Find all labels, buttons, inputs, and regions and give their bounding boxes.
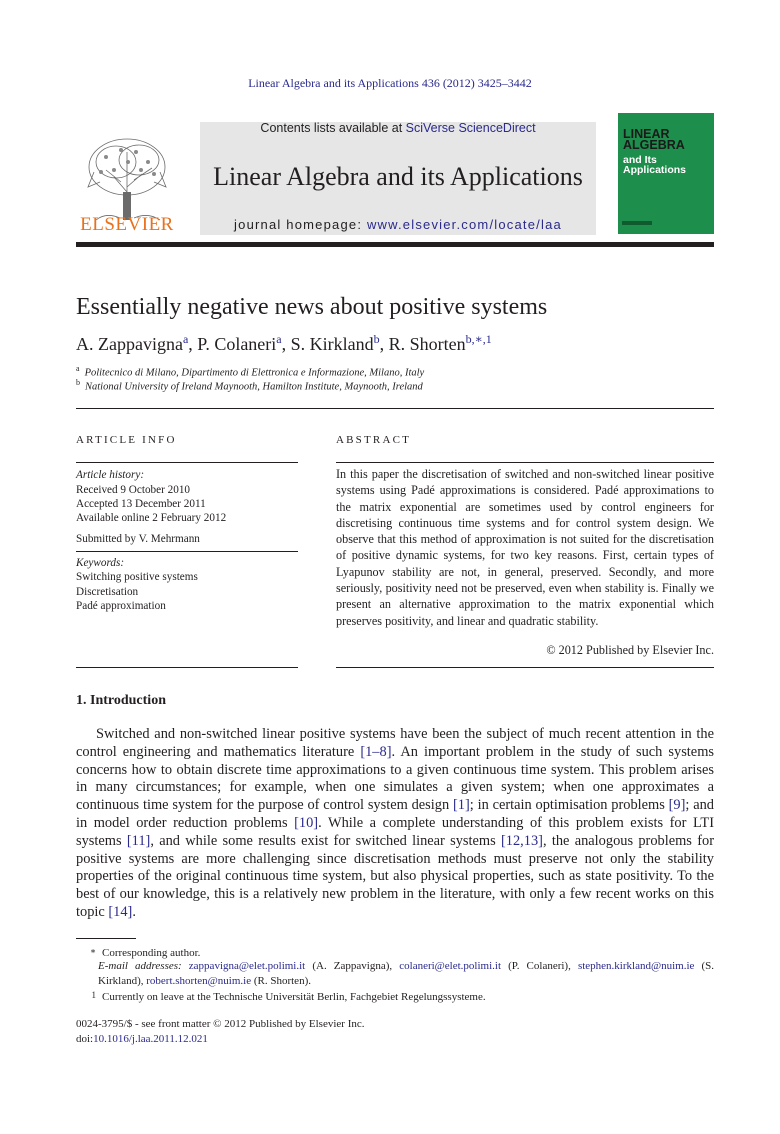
footnote-text: Corresponding author. (102, 947, 201, 959)
article-info-heading: ARTICLE INFO (76, 434, 177, 446)
author-affiliation-mark[interactable]: b (373, 332, 380, 346)
footnote-emails (76, 959, 714, 989)
citation-link[interactable]: [10] (294, 814, 319, 831)
doi-line (76, 1033, 208, 1045)
journal-cover[interactable] (618, 113, 714, 234)
submitted-by: Submitted by V. Mehrmann (76, 533, 200, 545)
body-text-run: , and while some results exist for switched linear systems (150, 832, 501, 849)
email-link[interactable]: colaneri@elet.polimi.it (399, 960, 502, 972)
email-link[interactable]: robert.shorten@nuim.ie (146, 975, 252, 987)
info-divider (76, 667, 298, 668)
author-affiliation-mark[interactable]: b,∗,1 (465, 332, 492, 346)
header-divider (76, 242, 714, 247)
received-date: Received 9 October 2010 (76, 484, 191, 496)
keyword-item: Discretisation (76, 586, 139, 598)
history-label: Article history: (76, 469, 145, 481)
citation-link[interactable]: [11] (126, 832, 151, 849)
accepted-date: Accepted 13 December 2011 (76, 498, 206, 510)
author-name: P. Colaneri (197, 334, 277, 354)
email-owner: (P. Colaneri), (508, 960, 571, 972)
affiliation-b (76, 378, 423, 393)
affiliation-a (76, 364, 424, 379)
footnote-mark: ∗ (89, 946, 96, 956)
publisher-wordmark: ELSEVIER (80, 214, 174, 235)
abstract-heading: ABSTRACT (336, 434, 412, 446)
affiliation-text: National University of Ireland Maynooth, Hamilton Institute, Maynooth, Ireland (85, 381, 423, 393)
journal-homepage (200, 217, 596, 232)
email-owner: (S. Kirkland), (98, 960, 715, 987)
section-title: 1. Introduction (76, 693, 166, 708)
email-link[interactable]: zappavigna@elet.polimi.it (188, 960, 306, 972)
affiliation-mark: b (76, 378, 80, 387)
citation-link[interactable]: [14] (108, 903, 133, 920)
keyword-item: Padé approximation (76, 600, 166, 612)
author-name: R. Shorten (388, 334, 466, 354)
citation-link[interactable]: [1–8] (360, 743, 392, 760)
online-date: Available online 2 February 2012 (76, 512, 227, 524)
body-text-run: . While a complete understanding of this problem exists for LTI systems (76, 814, 714, 849)
cover-strip (622, 221, 652, 225)
citation-link[interactable]: [9] (668, 797, 686, 814)
email-owner: (R. Shorten). (253, 975, 311, 987)
email-owner: (A. Zappavigna), (312, 960, 393, 972)
author-affiliation-mark[interactable]: a (276, 332, 282, 346)
article-title: Essentially negative news about positive systems (76, 294, 548, 320)
body-text-run: . An important problem in the study of such systems concerns how to obtain discrete time approximations to a given continuous time system. This problem arises in many circumstances; for example, when one simulates a given system; when one approximates a continuous time system for the purpose of control system design (76, 743, 714, 814)
abstract-divider (336, 667, 714, 668)
abstract-divider (336, 462, 714, 463)
author-name: S. Kirkland (290, 334, 374, 354)
abstract-copyright: © 2012 Published by Elsevier Inc. (546, 643, 714, 657)
email-label: E-mail addresses: (98, 960, 182, 972)
doi-link[interactable]: 10.1016/j.laa.2011.12.021 (93, 1033, 208, 1045)
info-divider (76, 551, 298, 552)
affiliation-mark: a (76, 364, 80, 373)
keyword-item: Switching positive systems (76, 571, 198, 583)
citation-link[interactable]: [12,13] (500, 832, 543, 849)
homepage-link[interactable]: www.elsevier.com/locate/laa (366, 217, 562, 232)
email-link[interactable]: stephen.kirkland@nuim.ie (577, 960, 695, 972)
info-divider (76, 462, 298, 463)
contents-prefix: Contents lists available at (260, 121, 406, 135)
body-text-run: , the analogous problems for positive systems are more challenging since discretisation methods must preserve not only the stability properties of the original continuous time system, but also physical properties, such as state positivity. To the best of our knowledge, this is a relatively new problem in the literature, with only a few recent works on this topic (76, 832, 714, 920)
footnote-leave (76, 988, 714, 1005)
author-affiliation-mark[interactable]: a (182, 332, 189, 346)
sciencedirect-link[interactable]: SciVerse ScienceDirect (405, 121, 536, 135)
doi-label: doi: (76, 1033, 94, 1045)
journal-title: Linear Algebra and its Applications (213, 162, 583, 191)
abstract-text: In this paper the discretisation of switched and non-switched linear positive systems using Padé approximations is considered. Padé approximations to the matrix exponential are sometimes used by control engineers for discretising continuous time systems and for control system design. We observe that this method of approximation is not suited for the discretisation of positive dynamic systems, for two key reasons. First, certain types of Lyapunov stability are not, in general, preserved. Secondly, and more seriously, positivity need not be preserved, even when stability is. Finally we present an alternative approximation to the matrix exponential which preserves positivity, and linear and quadratic stability. (336, 467, 714, 628)
introduction-paragraph (76, 726, 714, 922)
affiliation-text: Politecnico di Milano, Dipartimento di Elettronica e Informazione, Milano, Italy (84, 367, 425, 379)
citation-link[interactable]: [1] (452, 797, 470, 814)
journal-citation[interactable]: Linear Algebra and its Applications 436 (2012) 3425–3442 (248, 76, 532, 90)
body-text-run: . (132, 903, 136, 920)
cover-subtitle: and Its Applications (623, 154, 687, 176)
footnote-text: Currently on leave at the Technische Universität Berlin, Fachgebiet Regelungssysteme. (102, 991, 486, 1003)
author-name: A. Zappavigna (76, 334, 183, 354)
body-text-run: ; in certain optimisation problems (469, 797, 669, 814)
cover-title: LINEAR ALGEBRA (623, 127, 685, 152)
body-text-run: ; and in model order reduction problems (76, 797, 715, 831)
footnote-mark: 1 (91, 990, 96, 1000)
keywords-label: Keywords: (76, 557, 125, 569)
title-divider (76, 408, 714, 409)
issn-line: 0024-3795/$ - see front matter © 2012 Published by Elsevier Inc. (76, 1018, 365, 1030)
author-list: A. Zappavigna$^a$, P. Colaneri$^a$, S. Kirkland$^b$, R. Shorten$^{b,∗,1}$ (76, 332, 492, 354)
contents-availability (200, 121, 596, 135)
homepage-prefix: journal homepage: (234, 217, 367, 232)
body-text-run: Switched and non-switched linear positive systems have been the subject of much recent attention in the control engineering and mathematics literature (76, 726, 714, 760)
footnote-divider (76, 938, 136, 939)
